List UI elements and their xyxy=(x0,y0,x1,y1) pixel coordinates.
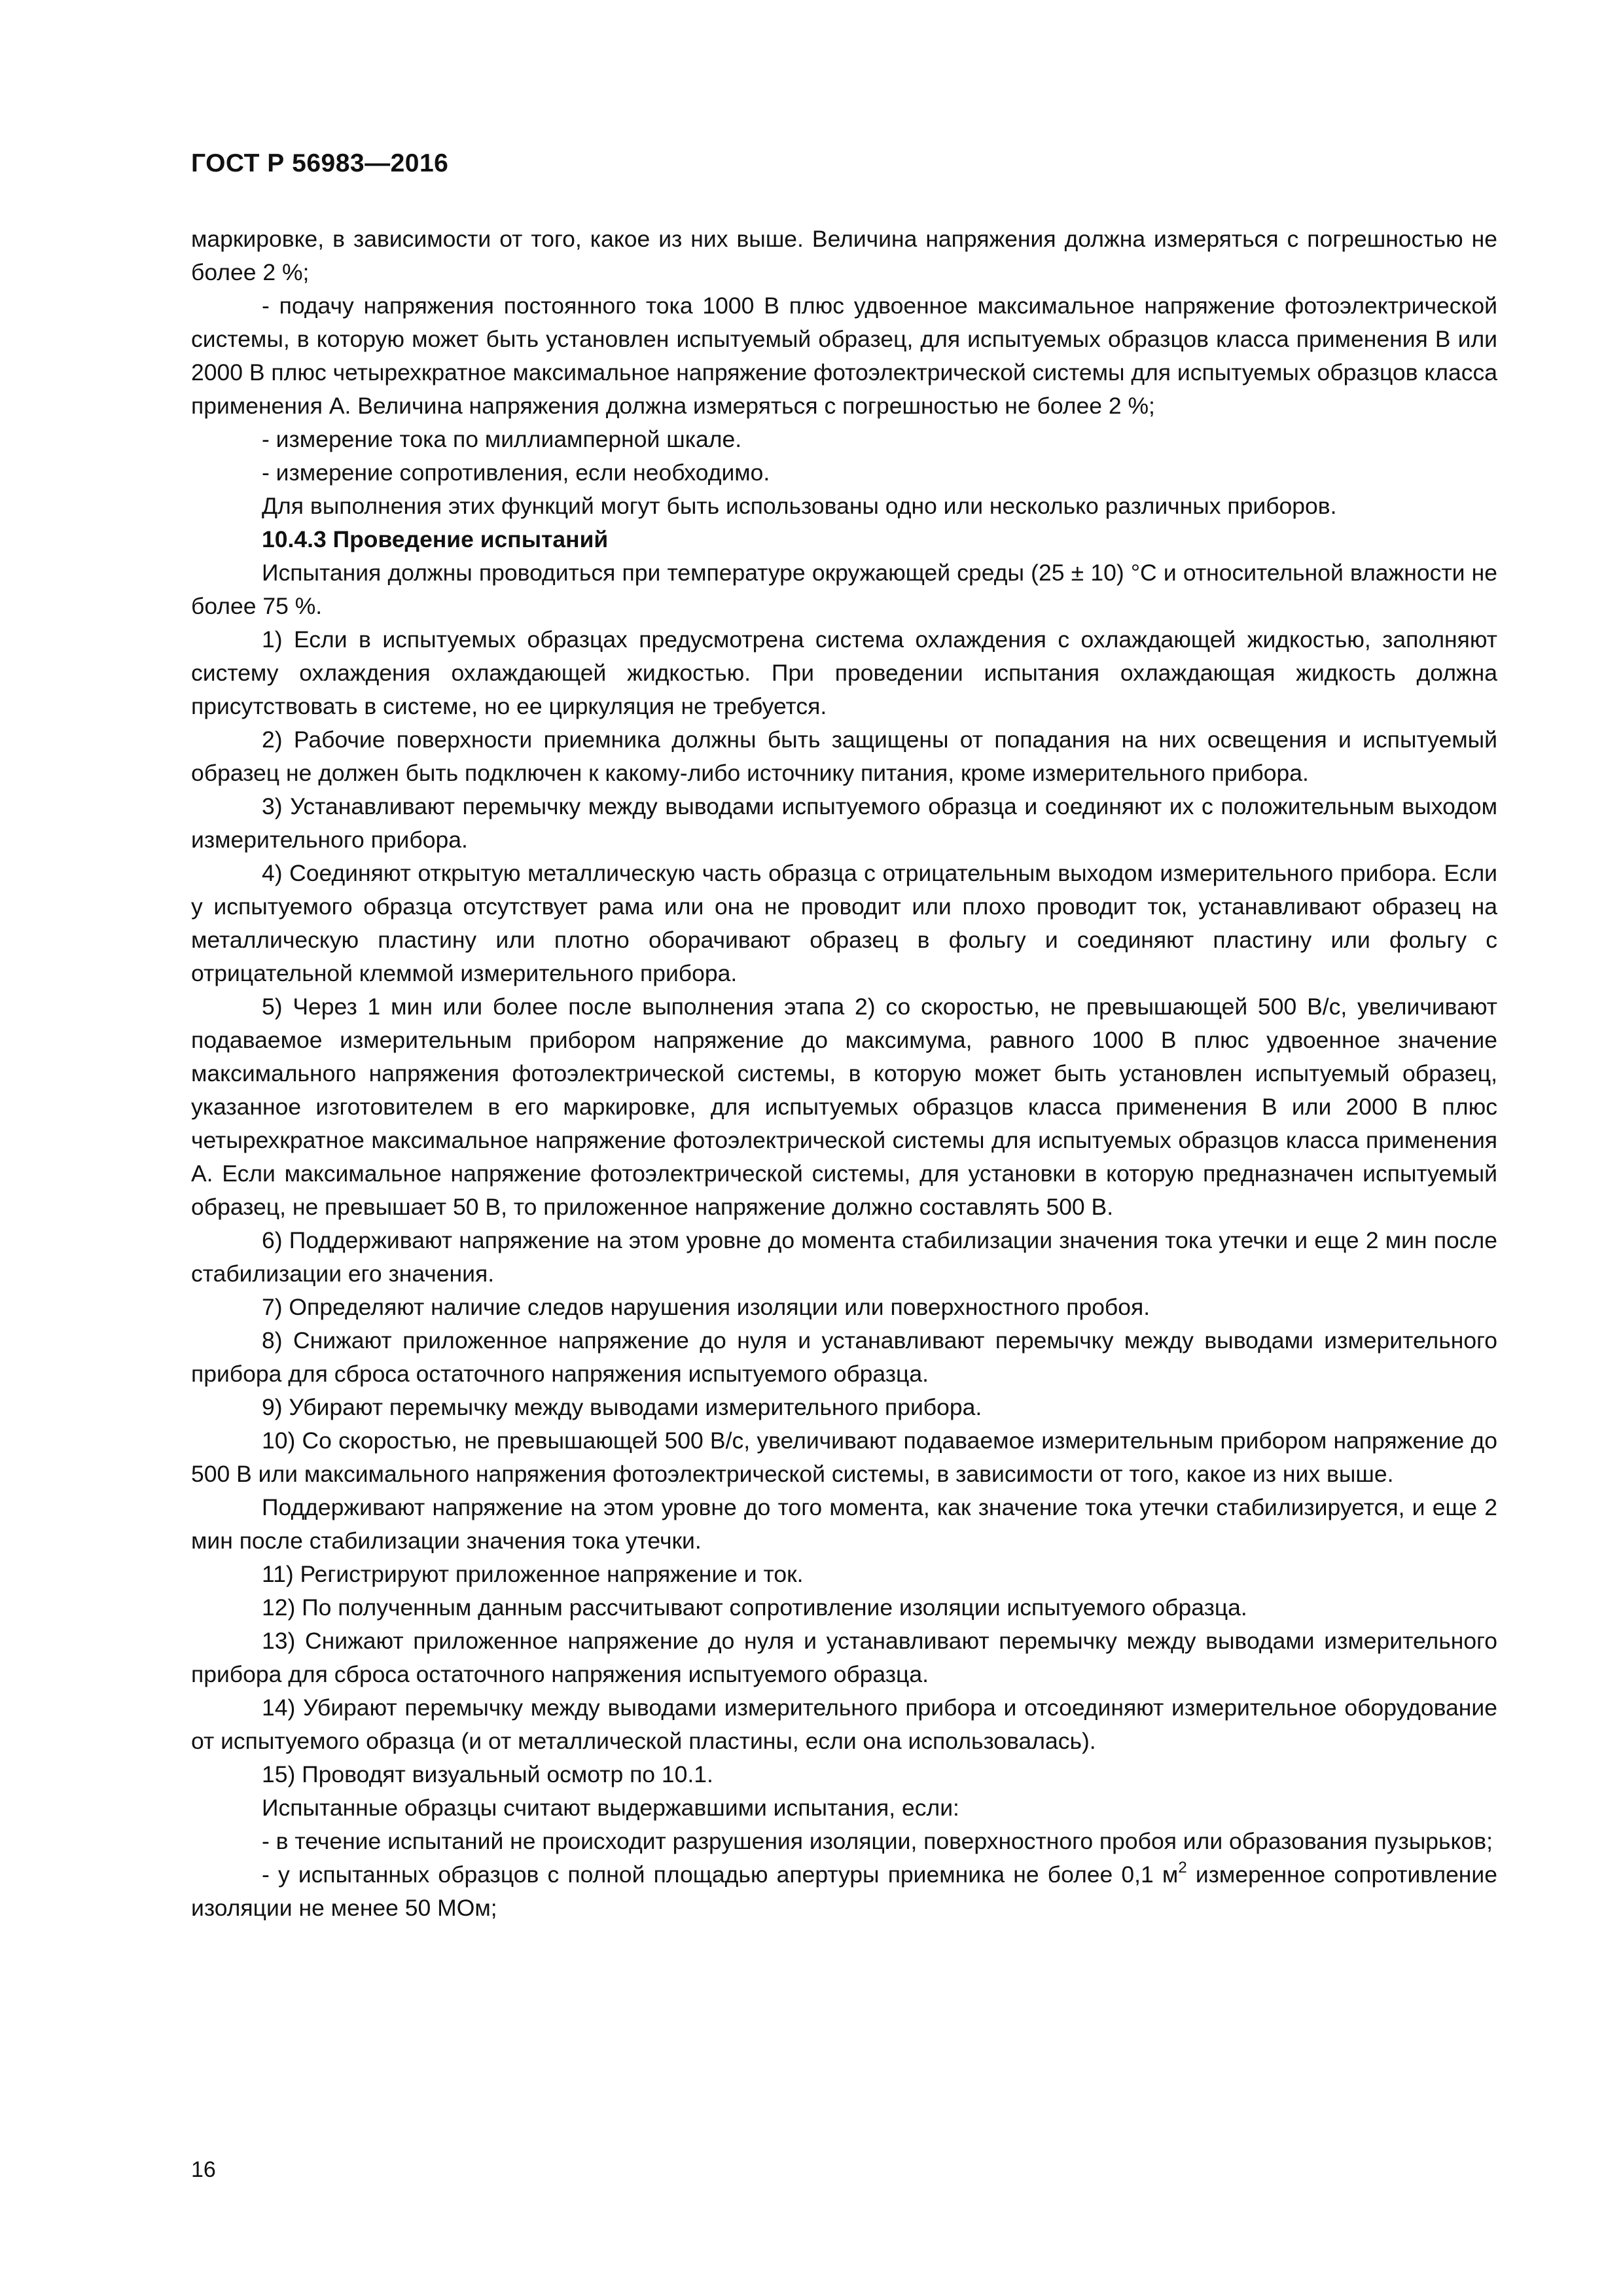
numbered-step: 11) Регистрируют приложенное напряжение и ток. xyxy=(262,1561,804,1587)
numbered-step: 13) Снижают приложенное напряжение до нуля и устанавливают перемычку между выводами измерительного прибора для сброса остаточного напряжения испытуемого образца. xyxy=(191,1628,1497,1687)
list-item xyxy=(191,1858,1497,1925)
paragraph: маркировке, в зависимости от того, какое из них выше. Величина напряжения должна измеряться с погрешностью не более 2 %; xyxy=(191,226,1497,285)
document-header: ГОСТ Р 56983—2016 xyxy=(191,149,449,177)
section-heading: 10.4.3 Проведение испытаний xyxy=(262,526,609,552)
list-item: - измерение тока по миллиамперной шкале. xyxy=(262,426,742,452)
numbered-step: 14) Убирают перемычку между выводами измерительного прибора и отсоединяют измерительное оборудование от испытуемого образца (и от металлической пластины, если она использовалась). xyxy=(191,1695,1497,1754)
list-item-text: - у испытанных образцов с полной площадью апертуры приемника не более 0,1 м xyxy=(262,1861,1179,1888)
numbered-step: 7) Определяют наличие следов нарушения изоляции или поверхностного пробоя. xyxy=(262,1294,1150,1320)
numbered-step: 4) Соединяют открытую металлическую часть образца с отрицательным выходом измерительного прибора. Если у испытуемого образца отсутствует рама или она не проводит или плохо проводит ток, устанавливают образец на металлическую пластину или плотно оборачивают образец в фольгу и соединяют пластину или фольгу с отрицательной клеммой измерительного прибора. xyxy=(191,860,1497,986)
paragraph: Испытанные образцы считают выдержавшими испытания, если: xyxy=(262,1795,959,1821)
numbered-step: 1) Если в испытуемых образцах предусмотрена система охлаждения с охлаждающей жидкостью, заполняют систему охлаждения охлаждающей жидкостью. При проведении испытания охлаждающая жидкость должна присутствовать в системе, но ее циркуляция не требуется. xyxy=(191,626,1497,719)
numbered-step: 12) По полученным данным рассчитывают сопротивление изоляции испытуемого образца. xyxy=(262,1594,1247,1621)
paragraph: Поддерживают напряжение на этом уровне до того момента, как значение тока утечки стабилизируется, и еще 2 мин после стабилизации значения тока утечки. xyxy=(191,1494,1497,1554)
list-item-text-tail: измеренное сопротивление изоляции не менее 50 МОм; xyxy=(191,1861,1497,1921)
page-number: 16 xyxy=(191,2157,216,2182)
list-item: - подачу напряжения постоянного тока 1000 В плюс удвоенное максимальное напряжение фотоэлектрической системы, в которую может быть установлен испытуемый образец, для испытуемых образцов класса применения В или 2000 В плюс четырехкратное максимальное напряжение фотоэлектрической системы для испытуемых образцов класса применения А. Величина напряжения должна измеряться с погрешностью не более 2 %; xyxy=(191,293,1497,419)
superscript: 2 xyxy=(1178,1859,1187,1877)
paragraph: Для выполнения этих функций могут быть использованы одно или несколько различных приборов. xyxy=(262,493,1337,519)
list-item: - измерение сопротивления, если необходимо. xyxy=(262,459,770,486)
numbered-step: 5) Через 1 мин или более после выполнения этапа 2) со скоростью, не превышающей 500 В/с, увеличивают подаваемое измерительным прибором напряжение до максимума, равного 1000 В плюс удвоенное значение максимального напряжения фотоэлектрической системы, в которую может быть установлен испытуемый образец, указанное изготовителем в его маркировке, для испытуемых образцов класса применения В или 2000 В плюс четырехкратное максимальное напряжение фотоэлектрической системы для испытуемых образцов класса применения А. Если максимальное напряжение фотоэлектрической системы, для установки в которую предназначен испытуемый образец, не превышает 50 В, то приложенное напряжение должно составлять 500 В. xyxy=(191,994,1497,1220)
document-body xyxy=(191,223,1497,1925)
numbered-step: 6) Поддерживают напряжение на этом уровне до момента стабилизации значения тока утечки и еще 2 мин после стабилизации его значения. xyxy=(191,1227,1497,1287)
numbered-step: 3) Устанавливают перемычку между выводами испытуемого образца и соединяют их с положительным выходом измерительного прибора. xyxy=(191,793,1497,853)
numbered-step: 8) Снижают приложенное напряжение до нуля и устанавливают перемычку между выводами измерительного прибора для сброса остаточного напряжения испытуемого образца. xyxy=(191,1327,1497,1387)
numbered-step: 10) Со скоростью, не превышающей 500 В/с, увеличивают подаваемое измерительным прибором напряжение до 500 В или максимального напряжения фотоэлектрической системы, в зависимости от того, какое из них выше. xyxy=(191,1427,1497,1487)
numbered-step: 9) Убирают перемычку между выводами измерительного прибора. xyxy=(262,1394,982,1420)
list-item: - в течение испытаний не происходит разрушения изоляции, поверхностного пробоя или образования пузырьков; xyxy=(262,1828,1493,1854)
paragraph: Испытания должны проводиться при температуре окружающей среды (25 ± 10) °С и относительной влажности не более 75 %. xyxy=(191,560,1497,619)
numbered-step: 15) Проводят визуальный осмотр по 10.1. xyxy=(262,1761,713,1787)
numbered-step: 2) Рабочие поверхности приемника должны быть защищены от попадания на них освещения и испытуемый образец не должен быть подключен к какому-либо источнику питания, кроме измерительного прибора. xyxy=(191,726,1497,786)
